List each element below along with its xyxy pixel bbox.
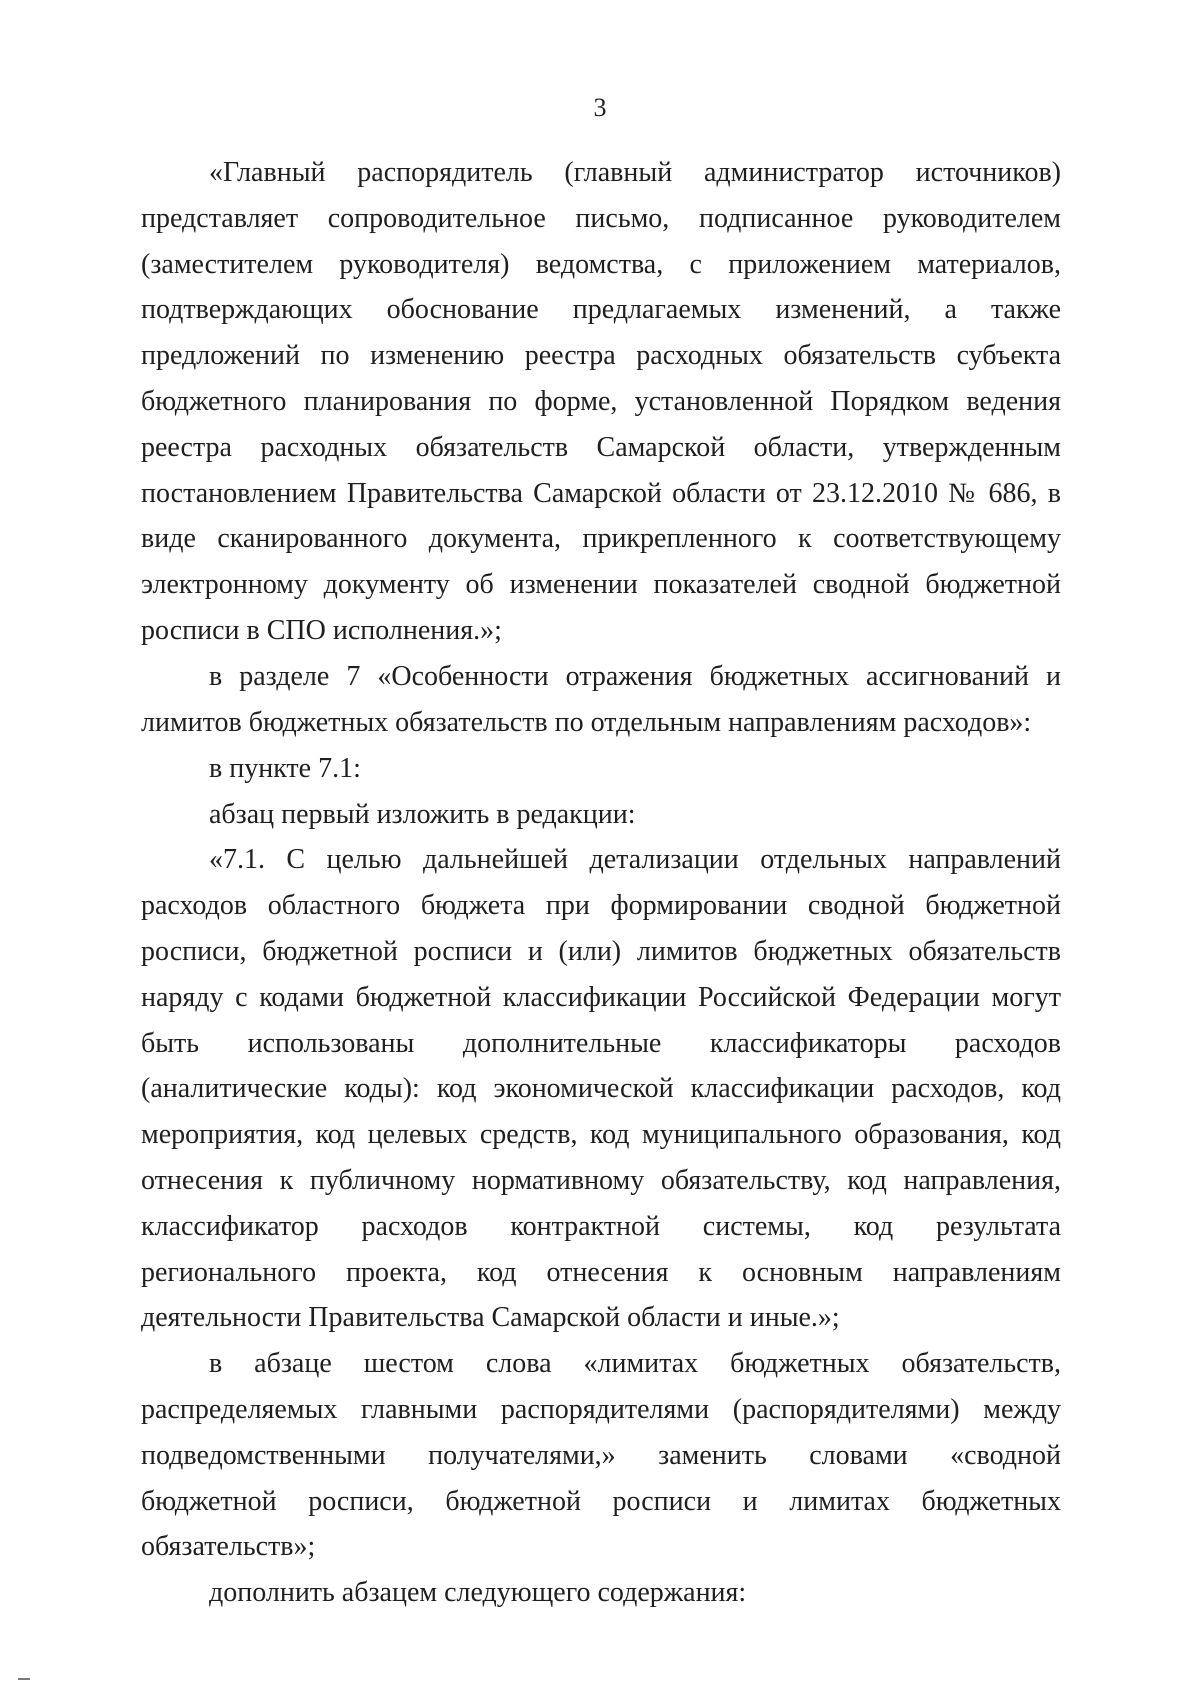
page-number: 3	[593, 93, 607, 122]
paragraph-chief-administrator: «Главный распорядитель (главный администратор источников) представляет сопроводительное письмо, подписанное руководителем (заместителем руководителя) ведомства, с приложением материалов, подтверждающих обоснование предлагаемых изменений, а также предложений по изменению реестра расходных обязательств субъекта бюджетного планирования по форме, установленной Порядком ведения реестра расходных обязательств Самарской области, утвержденным постановлением Правительства Самарской области от 23.12.2010 № 686, в виде сканированного документа, прикрепленного к соответствующему электронному документу об изменении показателей сводной бюджетной росписи в СПО исполнения.»;	[141, 157, 1061, 646]
paragraph-section-7: в разделе 7 «Особенности отражения бюджетных ассигнований и лимитов бюджетных обязательств по отдельным направлениям расходов»:	[141, 660, 1061, 738]
paragraph-sixth-abzac: в абзаце шестом слова «лимитах бюджетных обязательств, распределяемых главными распорядителями (распорядителями) между подведомственными получателями,» заменить словами «сводной бюджетной росписи, бюджетной росписи и лимитах бюджетных обязательств»;	[141, 1348, 1061, 1563]
scan-edge-mark	[18, 1678, 30, 1680]
paragraph-7-1-text: «7.1. С целью дальнейшей детализации отдельных направлений расходов областного бюджета при формировании сводной бюджетной росписи, бюджетной росписи и (или) лимитов бюджетных обязательств наряду с кодами бюджетной классификации Российской Федерации могут быть использованы дополнительные классификаторы расходов (аналитические коды): код экономической классификации расходов, код мероприятия, код целевых средств, код муниципального образования, код отнесения к публичному нормативному обязательству, код направления, классификатор расходов контрактной системы, код результата регионального проекта, код отнесения к основным направлениям деятельности Правительства Самарской области и иные.»;	[141, 844, 1061, 1334]
document-body	[141, 150, 1061, 1616]
paragraph-first-abzac: абзац первый изложить в редакции:	[209, 798, 636, 830]
paragraph-clause-7-1: в пункте 7.1:	[209, 753, 361, 785]
paragraph-add-abzac: дополнить абзацем следующего содержания:	[209, 1577, 747, 1609]
